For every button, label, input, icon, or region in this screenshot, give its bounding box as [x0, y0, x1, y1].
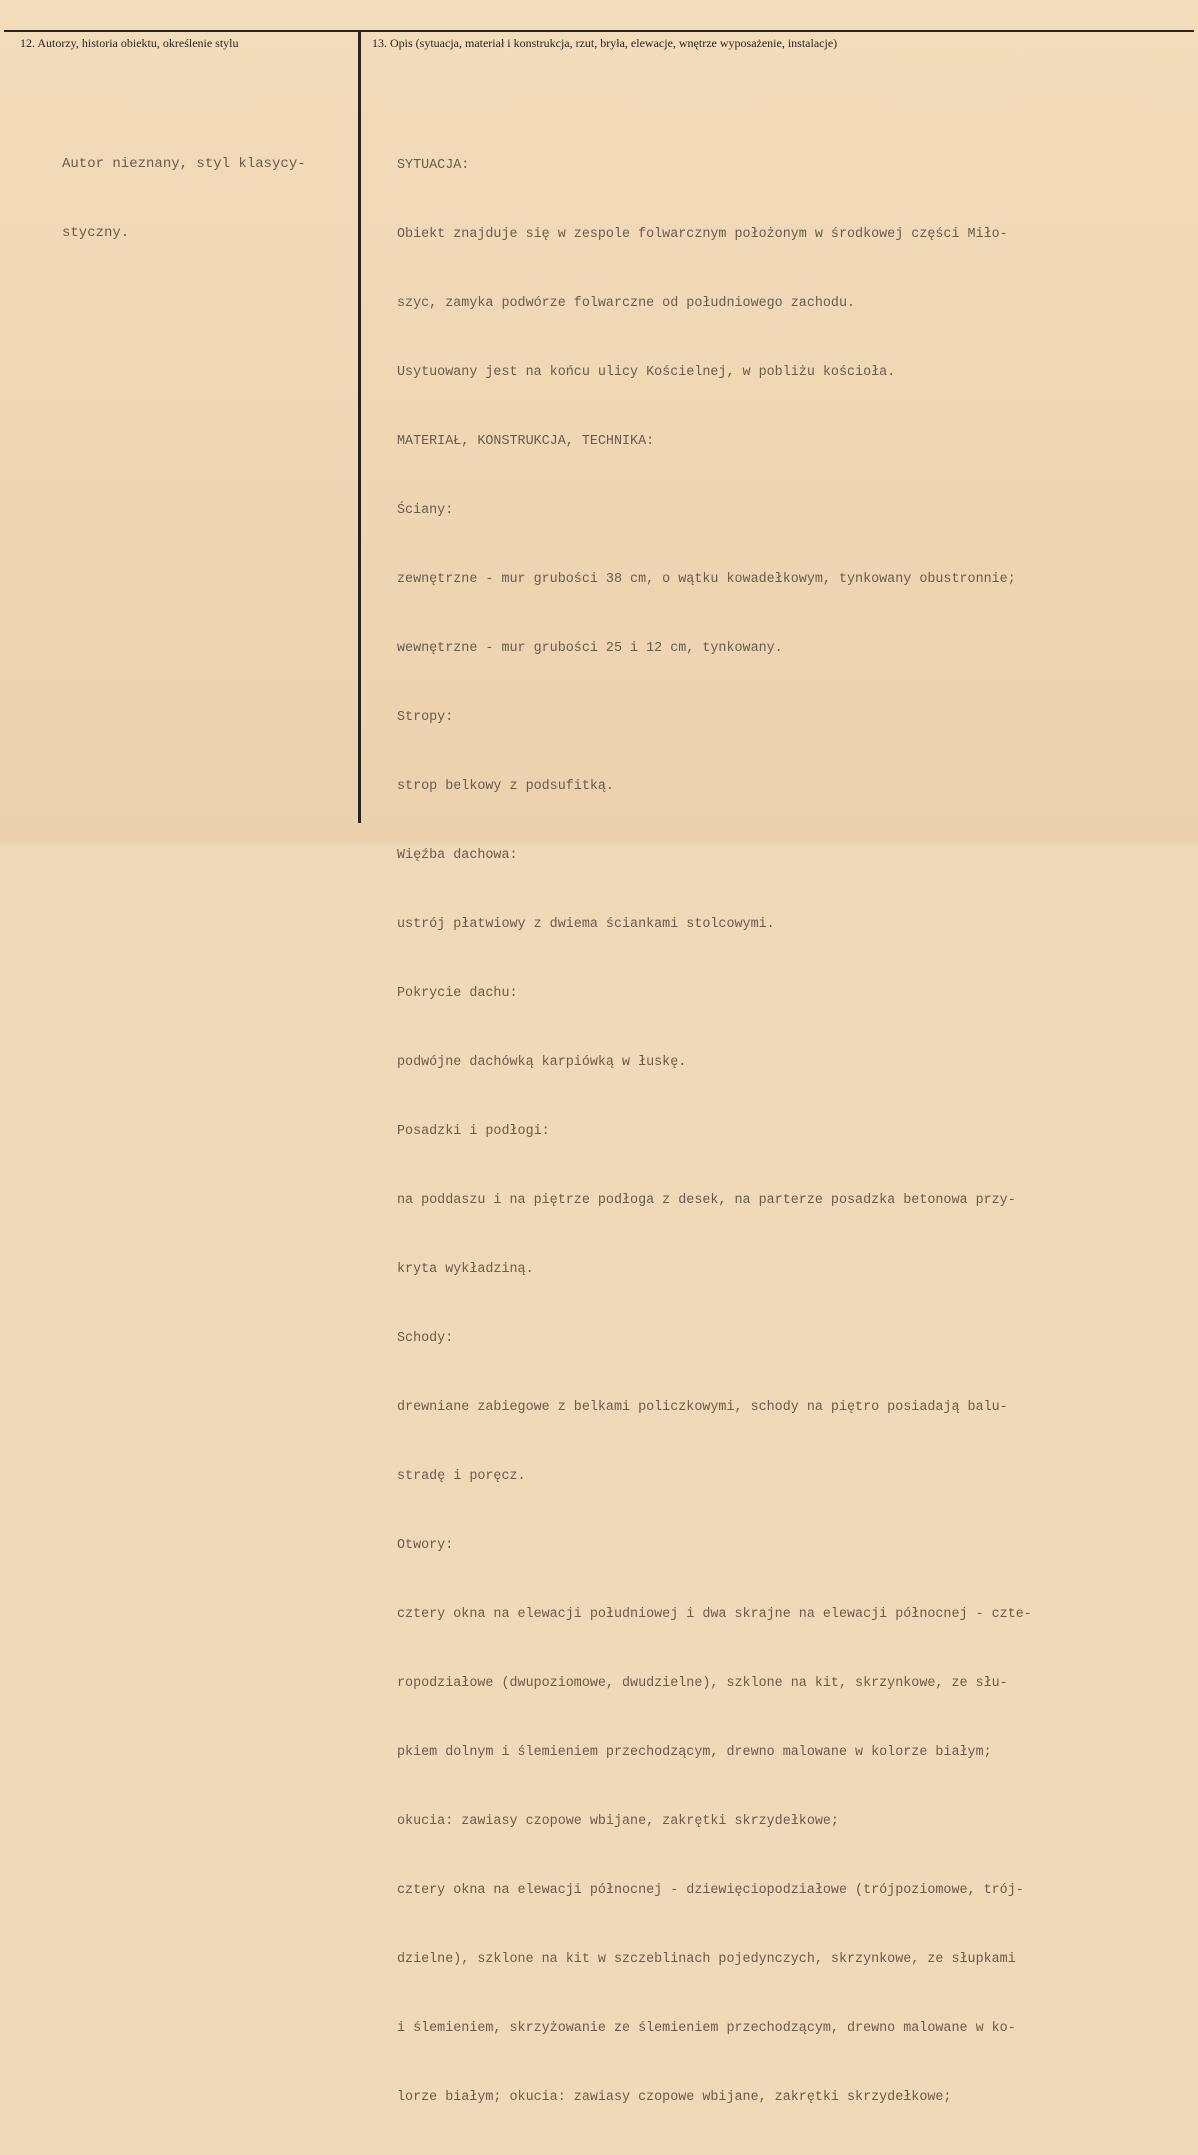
description-line: drewniane zabiegowe z belkami policzkowymi, schody na piętro posiadają balu- — [397, 1400, 1008, 1415]
description-line: Ściany: — [397, 503, 454, 518]
description-line: Posadzki i podłogi: — [397, 1124, 550, 1139]
section-12-header: 12. Autorzy, historia obiektu, określenie stylu — [20, 36, 239, 50]
header-rule — [4, 30, 1194, 32]
description-line: podwójne dachówką karpiówką w łuskę. — [397, 1055, 687, 1070]
description-line: i ślemieniem, skrzyżowanie ze ślemieniem przechodzącym, drewno malowane w ko- — [397, 2021, 1016, 2036]
description-line: strop belkowy z podsufitką. — [397, 779, 614, 794]
description-line: ropodziałowe (dwupoziomowe, dwudzielne), szklone na kit, skrzynkowe, ze słu- — [397, 1676, 1008, 1691]
authors-line: styczny. — [62, 225, 130, 241]
description-line: SYTUACJA: — [397, 158, 470, 173]
description-line: zewnętrzne - mur grubości 38 cm, o wątku kowadełkowym, tynkowany obustronnie; — [397, 572, 1016, 587]
authors-history-text — [62, 107, 342, 291]
description-line: stradę i poręcz. — [397, 1469, 526, 1484]
description-line: pkiem dolnym i ślemieniem przechodzącym, drewno malowane w kolorze białym; — [397, 1745, 992, 1760]
description-line: cztery okna na elewacji północnej - dziewięciopodziałowe (trójpoziomowe, trój- — [397, 1883, 1024, 1898]
column-divider — [358, 30, 361, 823]
description-line: lorze białym; okucia: zawiasy czopowe wbijane, zakrętki skrzydełkowe; — [397, 2090, 952, 2105]
description-line: Pokrycie dachu: — [397, 986, 518, 1001]
description-text — [397, 108, 1187, 2155]
description-line: Usytuowany jest na końcu ulicy Kościelnej, w pobliżu kościoła. — [397, 365, 896, 380]
description-line: Więźba dachowa: — [397, 848, 518, 863]
description-line: wewnętrzne - mur grubości 25 i 12 cm, tynkowany. — [397, 641, 783, 656]
description-line: kryta wykładziną. — [397, 1262, 534, 1277]
description-line: dzielne), szklone na kit w szczeblinach pojedynczych, skrzynkowe, ze słupkami — [397, 1952, 1016, 1967]
description-line: Obiekt znajduje się w zespole folwarcznym położonym w środkowej części Miło- — [397, 227, 1008, 242]
description-line: Otwory: — [397, 1538, 454, 1553]
description-line: szyc, zamyka podwórze folwarczne od południowego zachodu. — [397, 296, 856, 311]
section-13-header: 13. Opis (sytuacja, materiał i konstrukcja, rzut, bryła, elewacje, wnętrze wyposażenie, instalacje) — [372, 36, 838, 50]
description-line: MATERIAŁ, KONSTRUKCJA, TECHNIKA: — [397, 434, 655, 449]
description-line: ustrój płatwiowy z dwiema ściankami stolcowymi. — [397, 917, 775, 932]
description-line: Stropy: — [397, 710, 454, 725]
description-line: cztery okna na elewacji południowej i dwa skrajne na elewacji północnej - czte- — [397, 1607, 1032, 1622]
description-line: okucia: zawiasy czopowe wbijane, zakrętki skrzydełkowe; — [397, 1814, 839, 1829]
description-line: na poddaszu i na piętrze podłoga z desek, na parterze posadzka betonowa przy- — [397, 1193, 1016, 1208]
authors-line: Autor nieznany, styl klasycy- — [62, 156, 306, 172]
description-line: Schody: — [397, 1331, 454, 1346]
